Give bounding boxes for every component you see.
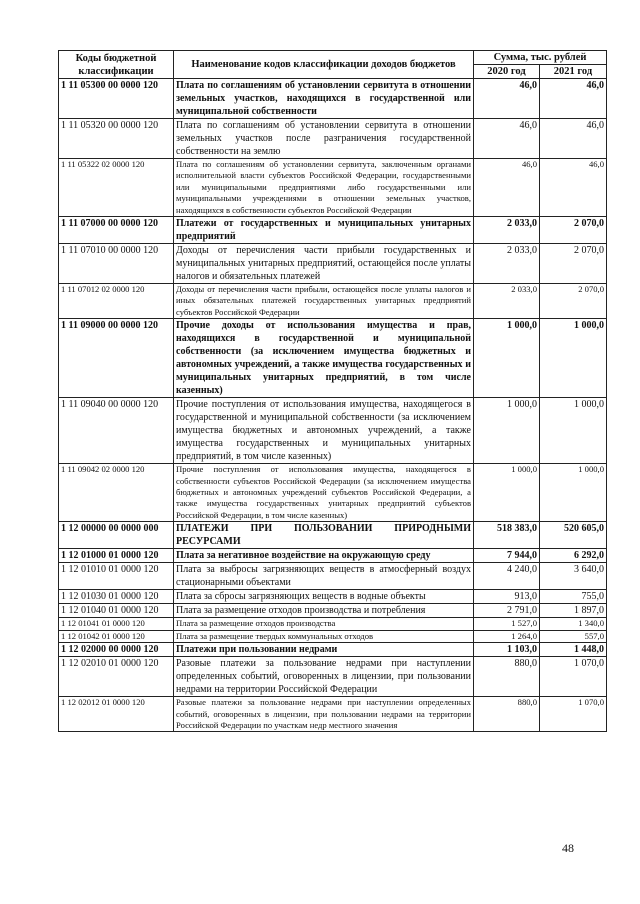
row-value-2020: 2 791,0 bbox=[474, 604, 540, 618]
row-name: Плата за размещение отходов производства и потребления bbox=[174, 604, 474, 618]
row-code: 1 12 01000 01 0000 120 bbox=[59, 549, 174, 563]
row-name: Доходы от перечисления части прибыли, остающейся после уплаты налогов и иных обязательных платежей государственных унитарных предприятий субъектов Российской Федерации bbox=[174, 284, 474, 319]
row-value-2021: 46,0 bbox=[540, 119, 607, 159]
table-row bbox=[59, 159, 607, 217]
row-value-2020: 2 033,0 bbox=[474, 284, 540, 319]
row-value-2021: 1 000,0 bbox=[540, 319, 607, 398]
row-value-2020: 1 000,0 bbox=[474, 319, 540, 398]
header-codes: Коды бюджетной классификации bbox=[59, 51, 174, 79]
table-row bbox=[59, 657, 607, 697]
table-row bbox=[59, 618, 607, 630]
row-code: 1 12 02000 00 0000 120 bbox=[59, 643, 174, 657]
header-sum: Сумма, тыс. рублей bbox=[474, 51, 607, 65]
row-value-2020: 1 527,0 bbox=[474, 618, 540, 630]
row-name: Плата за негативное воздействие на окружающую среду bbox=[174, 549, 474, 563]
table-row bbox=[59, 590, 607, 604]
row-value-2021: 1 000,0 bbox=[540, 464, 607, 522]
row-value-2021: 755,0 bbox=[540, 590, 607, 604]
row-code: 1 11 05320 00 0000 120 bbox=[59, 119, 174, 159]
row-value-2021: 2 070,0 bbox=[540, 217, 607, 244]
row-name: Платежи при пользовании недрами bbox=[174, 643, 474, 657]
table-row bbox=[59, 217, 607, 244]
table-row bbox=[59, 697, 607, 732]
table-row bbox=[59, 284, 607, 319]
table-row bbox=[59, 630, 607, 642]
table-row bbox=[59, 319, 607, 398]
row-name: Разовые платежи за пользование недрами при наступлении определенных событий, оговоренных в лицензии, при пользовании недрами на территории Российской Федерации bbox=[174, 657, 474, 697]
table-row bbox=[59, 563, 607, 590]
table-row bbox=[59, 464, 607, 522]
row-code: 1 11 05300 00 0000 120 bbox=[59, 79, 174, 119]
row-name: Плата по соглашениям об установлении сервитута, заключенным органами исполнительной власти субъектов Российской Федерации, государственными или муниципальными предприятиями либо государственными или муниципальными учреждениями в отношении земельных участков, находящихся в собственности субъектов Российской Федерации bbox=[174, 159, 474, 217]
row-value-2021: 1 070,0 bbox=[540, 657, 607, 697]
table-row bbox=[59, 119, 607, 159]
row-value-2020: 7 944,0 bbox=[474, 549, 540, 563]
row-value-2020: 1 103,0 bbox=[474, 643, 540, 657]
row-value-2020: 880,0 bbox=[474, 697, 540, 732]
row-code: 1 12 01042 01 0000 120 bbox=[59, 630, 174, 642]
row-value-2020: 4 240,0 bbox=[474, 563, 540, 590]
row-value-2020: 46,0 bbox=[474, 79, 540, 119]
row-code: 1 12 01010 01 0000 120 bbox=[59, 563, 174, 590]
header-year-2021: 2021 год bbox=[540, 65, 607, 79]
row-value-2021: 3 640,0 bbox=[540, 563, 607, 590]
row-code: 1 11 09040 00 0000 120 bbox=[59, 398, 174, 464]
row-name: Прочие поступления от использования имущества, находящегося в собственности субъектов Российской Федерации (за исключением имущества бюджетных и автономных учреждений субъектов Российской Федерации, а также имущества государственных унитарных предприятий субъектов Российской Федерации, в том числе казенных) bbox=[174, 464, 474, 522]
row-value-2020: 1 000,0 bbox=[474, 464, 540, 522]
row-code: 1 11 09042 02 0000 120 bbox=[59, 464, 174, 522]
row-value-2020: 1 000,0 bbox=[474, 398, 540, 464]
row-value-2021: 6 292,0 bbox=[540, 549, 607, 563]
row-name: Плата по соглашениям об установлении сервитута в отношении земельных участков, находящихся в государственной или муниципальной собственности bbox=[174, 79, 474, 119]
row-value-2021: 2 070,0 bbox=[540, 244, 607, 284]
header-year-2020: 2020 год bbox=[474, 65, 540, 79]
row-code: 1 11 05322 02 0000 120 bbox=[59, 159, 174, 217]
table-row bbox=[59, 398, 607, 464]
row-name: Плата за сбросы загрязняющих веществ в водные объекты bbox=[174, 590, 474, 604]
row-name: Плата за размещение твердых коммунальных отходов bbox=[174, 630, 474, 642]
row-code: 1 12 00000 00 0000 000 bbox=[59, 522, 174, 549]
table-row bbox=[59, 244, 607, 284]
row-value-2021: 2 070,0 bbox=[540, 284, 607, 319]
table-header-row bbox=[59, 51, 607, 65]
row-value-2021: 46,0 bbox=[540, 159, 607, 217]
row-value-2021: 46,0 bbox=[540, 79, 607, 119]
row-name: Доходы от перечисления части прибыли государственных и муниципальных унитарных предприятий, остающейся после уплаты налогов и обязательных платежей bbox=[174, 244, 474, 284]
row-value-2021: 1 340,0 bbox=[540, 618, 607, 630]
table-row bbox=[59, 549, 607, 563]
row-name: Платежи от государственных и муниципальных унитарных предприятий bbox=[174, 217, 474, 244]
row-value-2021: 1 070,0 bbox=[540, 697, 607, 732]
row-value-2020: 2 033,0 bbox=[474, 244, 540, 284]
row-value-2021: 520 605,0 bbox=[540, 522, 607, 549]
row-value-2020: 880,0 bbox=[474, 657, 540, 697]
row-code: 1 12 01040 01 0000 120 bbox=[59, 604, 174, 618]
row-code: 1 11 07000 00 0000 120 bbox=[59, 217, 174, 244]
table-row bbox=[59, 643, 607, 657]
row-value-2020: 518 383,0 bbox=[474, 522, 540, 549]
row-code: 1 11 09000 00 0000 120 bbox=[59, 319, 174, 398]
row-value-2021: 1 897,0 bbox=[540, 604, 607, 618]
row-name: ПЛАТЕЖИ ПРИ ПОЛЬЗОВАНИИ ПРИРОДНЫМИ РЕСУРСАМИ bbox=[174, 522, 474, 549]
row-name: Прочие поступления от использования имущества, находящегося в государственной и муниципальной собственности (за исключением имущества бюджетных и автономных учреждений, а также имущества государственных и муниципальных унитарных предприятий, в том числе казенных) bbox=[174, 398, 474, 464]
row-name: Разовые платежи за пользование недрами при наступлении определенных событий, оговоренных в лицензии, при пользовании недрами на территории Российской Федерации по участкам недр местного значения bbox=[174, 697, 474, 732]
row-code: 1 11 07010 00 0000 120 bbox=[59, 244, 174, 284]
table-row bbox=[59, 79, 607, 119]
row-value-2020: 1 264,0 bbox=[474, 630, 540, 642]
row-code: 1 12 02010 01 0000 120 bbox=[59, 657, 174, 697]
row-value-2021: 557,0 bbox=[540, 630, 607, 642]
row-name: Плата по соглашениям об установлении сервитута в отношении земельных участков после разграничения государственной собственности на землю bbox=[174, 119, 474, 159]
row-code: 1 12 01041 01 0000 120 bbox=[59, 618, 174, 630]
row-value-2021: 1 448,0 bbox=[540, 643, 607, 657]
table-row bbox=[59, 604, 607, 618]
row-name: Плата за выбросы загрязняющих веществ в атмосферный воздух стационарными объектами bbox=[174, 563, 474, 590]
row-code: 1 11 07012 02 0000 120 bbox=[59, 284, 174, 319]
row-value-2021: 1 000,0 bbox=[540, 398, 607, 464]
budget-revenue-table bbox=[58, 50, 607, 732]
row-value-2020: 46,0 bbox=[474, 159, 540, 217]
row-value-2020: 2 033,0 bbox=[474, 217, 540, 244]
table-row bbox=[59, 522, 607, 549]
row-code: 1 12 01030 01 0000 120 bbox=[59, 590, 174, 604]
header-name: Наименование кодов классификации доходов бюджетов bbox=[174, 51, 474, 79]
row-value-2020: 46,0 bbox=[474, 119, 540, 159]
row-name: Плата за размещение отходов производства bbox=[174, 618, 474, 630]
row-name: Прочие доходы от использования имущества и прав, находящихся в государственной и муниципальной собственности (за исключением имущества бюджетных и автономных учреждений, а также имущества государственных и муниципальных унитарных предприятий, в том числе казенных) bbox=[174, 319, 474, 398]
row-code: 1 12 02012 01 0000 120 bbox=[59, 697, 174, 732]
row-value-2020: 913,0 bbox=[474, 590, 540, 604]
page-number: 48 bbox=[562, 841, 574, 855]
